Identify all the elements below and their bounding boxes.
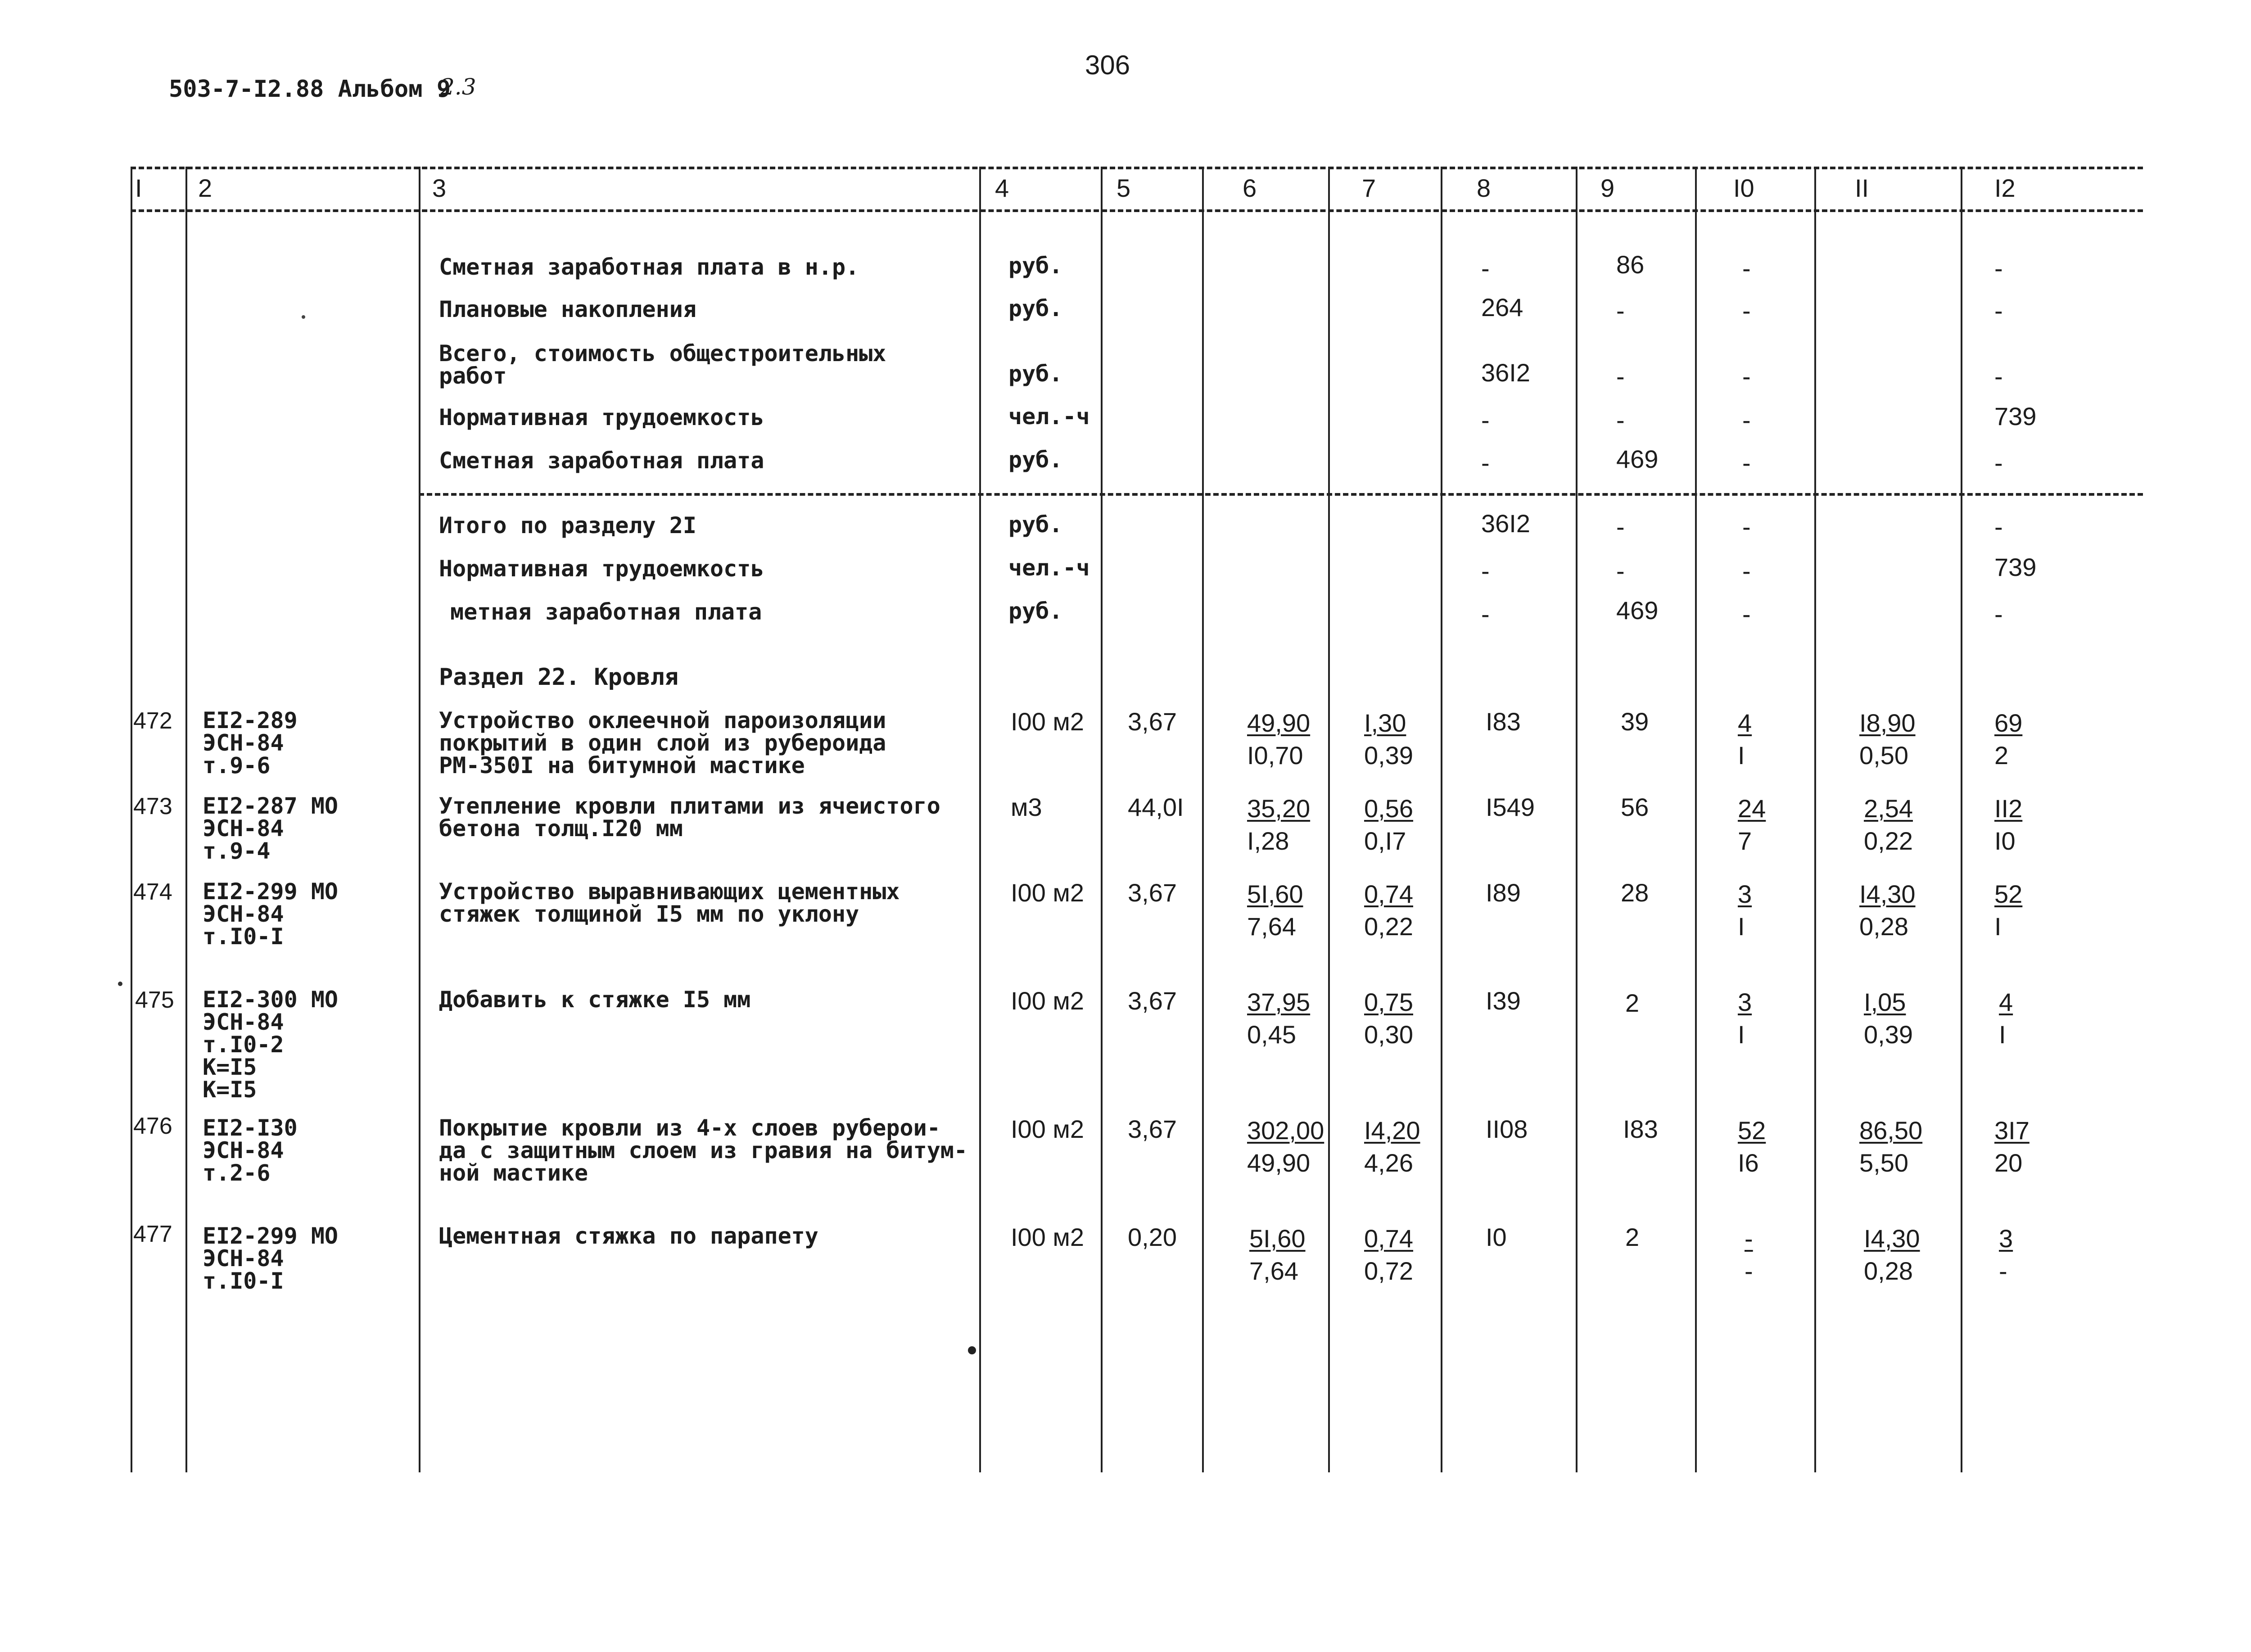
row-unit: чел.-ч [1008, 555, 1090, 581]
cell-col6 [1249, 1222, 1306, 1287]
cell-col9: 56 [1621, 793, 1649, 821]
value-bottom: - [1745, 1257, 1753, 1285]
column-header: 2 [198, 174, 212, 202]
cell-col8: I89 [1486, 878, 1521, 907]
cell-col10 [1738, 1114, 1766, 1179]
document-code: 503-7-I2.88 Альбом 9 [169, 76, 451, 103]
value-top: I,05 [1864, 988, 1906, 1016]
cell-col9: - [1616, 512, 1625, 541]
cell-col9: 469 [1616, 445, 1659, 473]
cell-col11 [1864, 986, 1913, 1051]
value-top: I4,30 [1864, 1224, 1920, 1253]
row-code: ЕI2-299 МО ЭСН-84 т.I0-I [203, 878, 339, 950]
column-divider [1441, 167, 1442, 1472]
value-bottom: I0,70 [1247, 741, 1303, 769]
value-bottom: 0,45 [1247, 1020, 1296, 1049]
value-bottom: I,28 [1247, 827, 1289, 855]
cell-col9: - [1616, 362, 1625, 390]
cell-col10: - [1742, 296, 1751, 325]
row-number: 472 [133, 708, 172, 734]
section-dashed-divider [419, 493, 2143, 496]
value-top: 0,74 [1364, 880, 1413, 908]
cell-col7 [1364, 878, 1413, 943]
cell-col8: 36I2 [1481, 509, 1530, 538]
cell-col11 [1859, 707, 1916, 772]
column-header: 5 [1116, 174, 1131, 202]
row-number: 474 [133, 879, 172, 905]
value-top: 3I7 [1994, 1116, 2030, 1145]
column-header: 3 [432, 174, 447, 202]
row-description: Устройство выравнивающих цементных стяжек толщиной I5 мм по уклону [439, 878, 900, 927]
row-unit: чел.-ч [1008, 403, 1090, 430]
cell-col12 [1994, 707, 2022, 772]
row-code: ЕI2-289 ЭСН-84 т.9-6 [203, 707, 298, 778]
row-unit: руб. [1008, 361, 1063, 387]
value-bottom: 0,72 [1364, 1257, 1413, 1285]
row-description: Плановые накопления [439, 296, 696, 322]
column-header: II [1855, 174, 1869, 202]
cell-col12 [1999, 986, 2013, 1051]
cell-col12: - [1994, 600, 2003, 628]
value-bottom: I [1738, 912, 1745, 941]
cell-col8: II08 [1486, 1115, 1528, 1143]
cell-col12 [1999, 1222, 2013, 1287]
column-divider [1576, 167, 1578, 1472]
column-header: 7 [1362, 174, 1376, 202]
value-top: 37,95 [1247, 988, 1311, 1016]
cell-col6 [1247, 792, 1310, 857]
scan-speck [118, 982, 122, 986]
scan-speck [302, 315, 305, 319]
row-unit: I00 м2 [1011, 878, 1085, 907]
value-top: 0,75 [1364, 988, 1413, 1016]
cell-col8: 264 [1481, 293, 1523, 321]
value-bottom: 0,28 [1859, 912, 1908, 941]
value-bottom: 0,22 [1864, 827, 1913, 855]
value-bottom: 4,26 [1364, 1149, 1413, 1177]
row-unit: I00 м2 [1011, 1115, 1085, 1143]
row-description: Сметная заработная плата в н.р. [439, 254, 859, 280]
cell-col10 [1738, 986, 1752, 1051]
column-header: 6 [1243, 174, 1257, 202]
header-dashed-border [131, 209, 2143, 212]
row-description: Покрытие кровли из 4-х слоев руберои- да с защитным слоем из гравия на битум- ной мастике [439, 1115, 967, 1186]
value-top: 2,54 [1864, 794, 1913, 823]
row-number: 477 [133, 1221, 172, 1247]
value-top: 52 [1994, 880, 2023, 908]
cell-col8: - [1481, 557, 1490, 585]
cell-col10 [1738, 792, 1766, 857]
column-divider [1101, 167, 1103, 1472]
cell-col9: 39 [1621, 707, 1649, 736]
value-top: - [1745, 1224, 1753, 1253]
column-header: 4 [995, 174, 1009, 202]
row-unit: руб. [1008, 447, 1063, 473]
row-code: ЕI2-287 МО ЭСН-84 т.9-4 [203, 793, 339, 864]
cell-col9: - [1616, 557, 1625, 585]
value-bottom: 5,50 [1859, 1149, 1908, 1177]
row-quantity: 3,67 [1128, 878, 1177, 907]
row-code: ЕI2-300 МО ЭСН-84 т.I0-2 К=I5 К=I5 [203, 987, 339, 1103]
row-description: Сметная заработная плата [439, 448, 764, 474]
value-bottom: 0,50 [1859, 741, 1908, 769]
row-number: 476 [133, 1113, 172, 1139]
cell-col9: - [1616, 296, 1625, 325]
column-divider [131, 167, 132, 1472]
value-bottom: 7,64 [1249, 1257, 1298, 1285]
column-divider [1695, 167, 1697, 1472]
row-unit: I00 м2 [1011, 987, 1085, 1015]
row-description: Утепление кровли плитами из ячеистого бетона толщ.I20 мм [439, 793, 940, 842]
cell-col11 [1864, 1222, 1920, 1287]
row-quantity: 3,67 [1128, 987, 1177, 1015]
column-header: I0 [1733, 174, 1754, 202]
cell-col6 [1247, 1114, 1324, 1179]
value-top: 302,00 [1247, 1116, 1324, 1145]
cell-col7 [1364, 986, 1413, 1051]
cell-col10: - [1742, 448, 1751, 477]
row-description: метная заработная плата [450, 599, 762, 625]
value-top: I,30 [1364, 709, 1406, 737]
value-bottom: 20 [1994, 1149, 2023, 1177]
cell-col9: 28 [1621, 878, 1649, 907]
cell-col7 [1364, 792, 1413, 857]
value-bottom: I [1738, 741, 1745, 769]
column-divider [1328, 167, 1330, 1472]
cell-col11 [1859, 878, 1916, 943]
top-dashed-border [131, 167, 2143, 169]
value-top: I8,90 [1859, 709, 1916, 737]
value-bottom: 0,30 [1364, 1020, 1413, 1049]
cell-col12 [1994, 1114, 2030, 1179]
cell-col12: - [1994, 254, 2003, 282]
row-description: Устройство оклеечной пароизоляции покрытий в один слой из рубероида РМ-350I на битумной мастике [439, 707, 886, 778]
value-bottom: 0,I7 [1364, 827, 1406, 855]
column-header: I2 [1994, 174, 2016, 202]
cell-col12 [1994, 878, 2022, 943]
value-top: 24 [1738, 794, 1766, 823]
column-divider [1961, 167, 1962, 1472]
cell-col12: - [1994, 512, 2003, 541]
row-number: 475 [135, 987, 174, 1013]
cell-col8: I39 [1486, 987, 1521, 1015]
value-top: 69 [1994, 709, 2023, 737]
cell-col9: 86 [1616, 250, 1645, 279]
value-top: 4 [1738, 709, 1752, 737]
cell-col12: 739 [1994, 402, 2037, 430]
cell-col7 [1364, 707, 1413, 772]
cell-col12 [1994, 792, 2022, 857]
row-quantity: 3,67 [1128, 1115, 1177, 1143]
cell-col8: I83 [1486, 707, 1521, 736]
column-header: 9 [1600, 174, 1615, 202]
cell-col9: 469 [1616, 596, 1659, 625]
value-bottom: 7 [1738, 827, 1752, 855]
value-top: 4 [1999, 988, 2013, 1016]
cell-col12: - [1994, 448, 2003, 477]
value-bottom: 0,22 [1364, 912, 1413, 941]
value-top: 86,50 [1859, 1116, 1923, 1145]
cell-col10 [1738, 707, 1752, 772]
value-bottom: 0,39 [1364, 741, 1413, 769]
value-top: I4,30 [1859, 880, 1916, 908]
value-top: 0,74 [1364, 1224, 1413, 1253]
row-unit: руб. [1008, 295, 1063, 321]
section-title: Раздел 22. Кровля [439, 664, 679, 691]
row-quantity: 44,0I [1128, 793, 1184, 821]
cell-col10: - [1742, 512, 1751, 541]
column-header: 8 [1477, 174, 1491, 202]
value-bottom: 0,28 [1864, 1257, 1913, 1285]
row-unit: м3 [1011, 793, 1042, 821]
cell-col8: I549 [1486, 793, 1535, 821]
value-top: 5I,60 [1247, 880, 1303, 908]
row-description: Нормативная трудоемкость [439, 404, 764, 430]
row-description: Итого по разделу 2I [439, 512, 696, 539]
page-number: 306 [1085, 50, 1130, 80]
row-description: Цементная стяжка по парапету [439, 1223, 818, 1249]
scan-speck [968, 1346, 976, 1354]
row-code: ЕI2-I30 ЭСН-84 т.2-6 [203, 1115, 298, 1186]
column-divider [1202, 167, 1204, 1472]
cell-col9: I83 [1623, 1115, 1658, 1143]
value-bottom: 49,90 [1247, 1149, 1311, 1177]
value-bottom: I [1999, 1020, 2006, 1049]
cell-col8: - [1481, 600, 1490, 628]
value-top: 5I,60 [1249, 1224, 1306, 1253]
column-divider [185, 167, 187, 1472]
row-unit: руб. [1008, 511, 1063, 538]
value-bottom: I [1994, 912, 2002, 941]
row-quantity: 0,20 [1128, 1223, 1177, 1251]
value-top: II2 [1994, 794, 2023, 823]
cell-col11 [1864, 792, 1913, 857]
cell-col8: 36I2 [1481, 358, 1530, 387]
cell-col9: 2 [1625, 989, 1640, 1017]
row-description: Нормативная трудоемкость [439, 556, 764, 582]
row-quantity: 3,67 [1128, 707, 1177, 736]
cell-col10 [1745, 1222, 1753, 1287]
cell-col7 [1364, 1222, 1413, 1287]
cell-col10: - [1742, 254, 1751, 282]
row-unit: I00 м2 [1011, 1223, 1085, 1251]
row-description: Всего, стоимость общестроительных работ [439, 340, 886, 389]
document-handwritten-note: 2.3 [440, 74, 476, 100]
column-divider [979, 167, 981, 1472]
cell-col8: - [1481, 406, 1490, 434]
value-bottom: I0 [1994, 827, 2016, 855]
value-top: 3 [1738, 988, 1752, 1016]
row-code: ЕI2-299 МО ЭСН-84 т.I0-I [203, 1223, 339, 1294]
value-bottom: I6 [1738, 1149, 1759, 1177]
row-unit: руб. [1008, 598, 1063, 624]
cell-col11 [1859, 1114, 1922, 1179]
value-bottom: 2 [1994, 741, 2009, 769]
cell-col9: - [1616, 406, 1625, 434]
cell-col8: I0 [1486, 1223, 1507, 1251]
cell-col10 [1738, 878, 1752, 943]
row-unit: руб. [1008, 253, 1063, 279]
value-bottom: 7,64 [1247, 912, 1296, 941]
column-divider [1814, 167, 1816, 1472]
value-top: 49,90 [1247, 709, 1311, 737]
value-top: I4,20 [1364, 1116, 1420, 1145]
cell-col7 [1364, 1114, 1420, 1179]
cell-col6 [1247, 707, 1310, 772]
cell-col12: - [1994, 362, 2003, 390]
cell-col10: - [1742, 600, 1751, 628]
row-description: Добавить к стяжке I5 мм [439, 987, 751, 1013]
cell-col8: - [1481, 254, 1490, 282]
value-top: 3 [1738, 880, 1752, 908]
cell-col12: - [1994, 296, 2003, 325]
column-divider [419, 167, 420, 1472]
cell-col12: 739 [1994, 553, 2037, 581]
value-top: 52 [1738, 1116, 1766, 1145]
cell-col8: - [1481, 448, 1490, 477]
column-header: I [135, 174, 142, 202]
cell-col10: - [1742, 362, 1751, 390]
value-bottom: I [1738, 1020, 1745, 1049]
cell-col9: 2 [1625, 1223, 1640, 1251]
value-bottom: 0,39 [1864, 1020, 1913, 1049]
value-top: 35,20 [1247, 794, 1311, 823]
value-top: 0,56 [1364, 794, 1413, 823]
cell-col6 [1247, 878, 1303, 943]
value-top: 3 [1999, 1224, 2013, 1253]
row-number: 473 [133, 793, 172, 819]
value-bottom: - [1999, 1257, 2007, 1285]
row-unit: I00 м2 [1011, 707, 1085, 736]
cell-col10: - [1742, 557, 1751, 585]
cell-col6 [1247, 986, 1310, 1051]
cell-col10: - [1742, 406, 1751, 434]
